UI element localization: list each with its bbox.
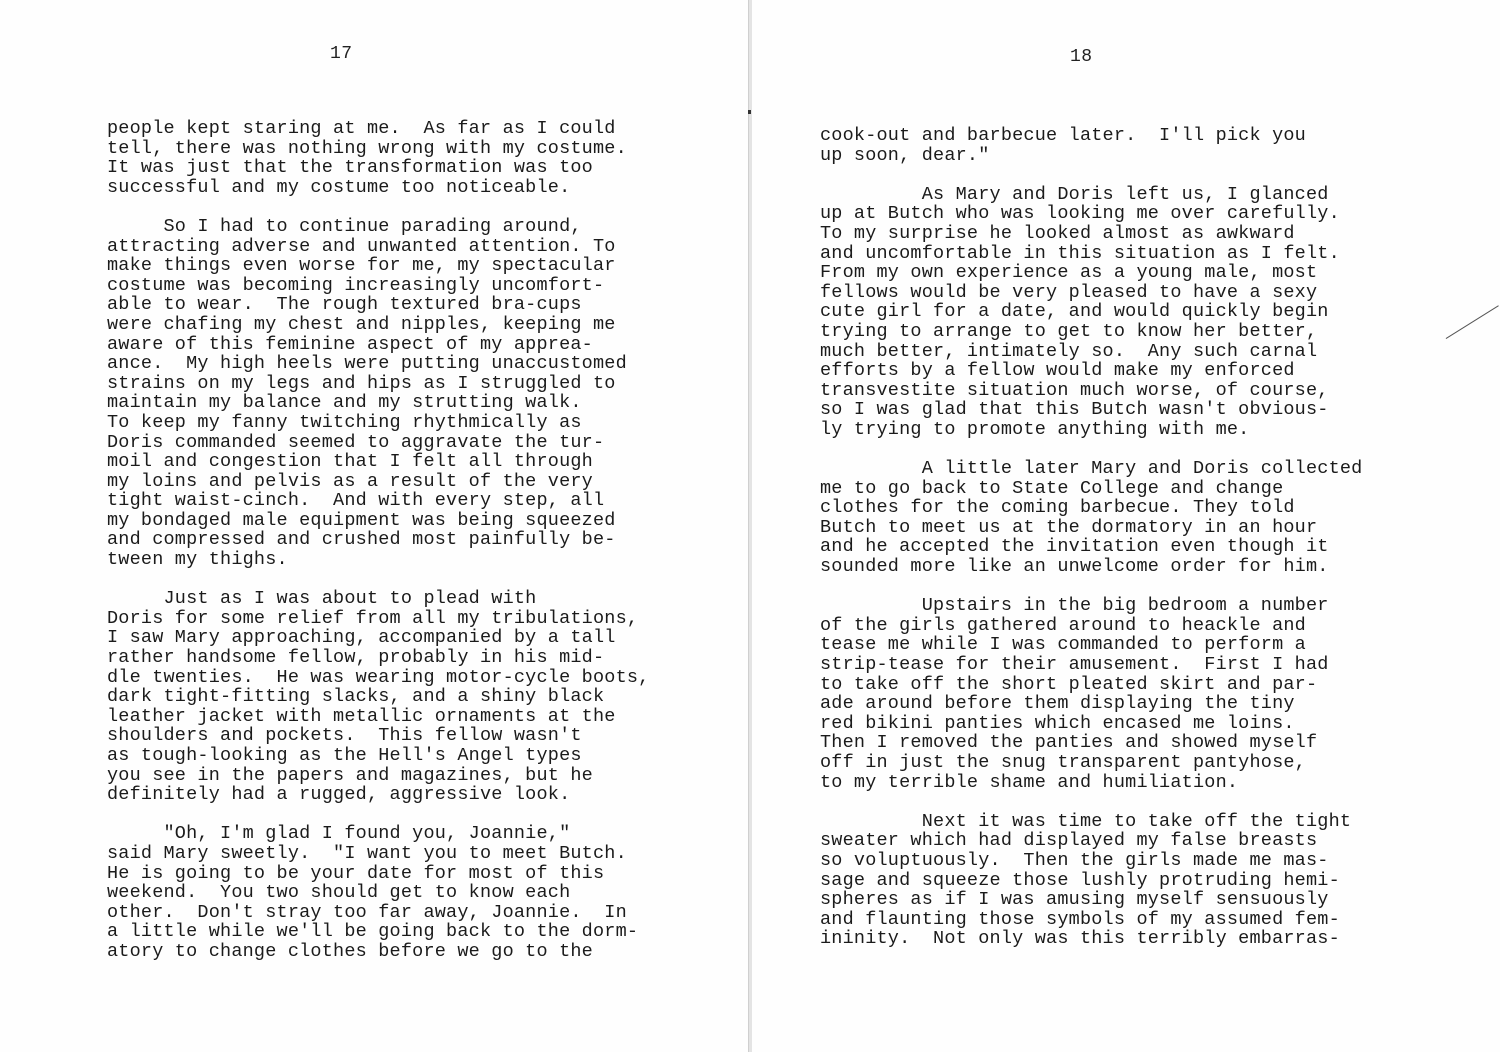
text-line: As Mary and Doris left us, I glanced — [820, 183, 1329, 205]
text-line: ance. My high heels were putting unaccustomed — [107, 353, 627, 375]
text-line: So I had to continue parading around, — [107, 215, 582, 237]
text-line: strip-tease for their amusement. First I had — [820, 654, 1329, 676]
text-line: definitely had a rugged, aggressive look. — [107, 784, 571, 806]
text-line: Doris for some relief from all my tribulations, — [107, 607, 639, 629]
text-line: Then I removed the panties and showed myself — [820, 732, 1318, 754]
right-page — [752, 0, 1500, 1052]
text-line: Just as I was about to plead with — [107, 588, 537, 610]
text-line: as tough-looking as the Hell's Angel types — [107, 745, 582, 766]
text-line: me to go back to State College and change — [820, 477, 1284, 499]
text-line: and flaunting those symbols of my assumed fem- — [820, 908, 1340, 930]
text-line: red bikini panties which encased me loins. — [820, 712, 1295, 734]
text-line: so voluptuously. Then the girls made me mas- — [820, 849, 1329, 871]
page-number-left: 17 — [330, 44, 353, 64]
text-line: weekend. You two should get to know each — [107, 882, 571, 904]
text-line: sweater which had displayed my false breasts — [820, 830, 1318, 852]
text-line: so I was glad that this Butch wasn't obvious- — [820, 399, 1329, 421]
text-line: a little while we'll be going back to the dorm- — [107, 921, 639, 943]
text-line: sounded more like an unwelcome order for him. — [820, 556, 1329, 578]
text-line: up soon, dear." — [820, 144, 990, 166]
text-line: to my terrible shame and humiliation. — [820, 771, 1239, 793]
text-line: maintain my balance and my strutting walk. — [107, 392, 582, 414]
text-line: ade around before them displaying the tiny — [820, 693, 1295, 715]
text-line: of the girls gathered around to heackle and — [820, 614, 1306, 636]
text-line: transvestite situation much worse, of course, — [820, 379, 1329, 401]
left-page-text — [107, 119, 727, 981]
text-line: Doris commanded seemed to aggravate the tur- — [107, 431, 605, 453]
text-line: strains on my legs and hips as I struggled to — [107, 372, 616, 394]
text-line: rather handsome fellow, probably in his mid- — [107, 647, 605, 669]
text-line: trying to arrange to get to know her better, — [820, 320, 1318, 342]
text-line: aware of this feminine aspect of my apprea- — [107, 333, 593, 355]
text-line: make things even worse for me, my spectacular — [107, 255, 616, 277]
text-line: "Oh, I'm glad I found you, Joannie," — [107, 823, 571, 845]
paragraph — [820, 126, 1480, 165]
text-line: sage and squeeze those lushly protruding hemi- — [820, 869, 1340, 891]
text-line: It was just that the transformation was too — [107, 157, 593, 179]
text-line: tween my thighs. — [107, 549, 288, 571]
text-line: cute girl for a date, and would quickly begin — [820, 301, 1329, 323]
text-line: my bondaged male equipment was being squeezed — [107, 509, 616, 531]
text-line: spheres as if I was amusing myself sensuously — [820, 889, 1329, 911]
text-line: up at Butch who was looking me over carefully. — [820, 203, 1340, 225]
text-line: people kept staring at me. As far as I could — [107, 118, 616, 139]
text-line: able to wear. The rough textured bra-cups — [107, 294, 582, 316]
text-line: said Mary sweetly. "I want you to meet Butch. — [107, 842, 627, 864]
text-line: attracting adverse and unwanted attention. To — [107, 235, 616, 257]
text-line: He is going to be your date for most of this — [107, 862, 605, 884]
paragraph — [820, 185, 1480, 440]
gutter-ink-dot — [748, 110, 751, 114]
text-line: Next it was time to take off the tight — [820, 810, 1352, 832]
text-line: moil and congestion that I felt all through — [107, 451, 593, 473]
text-line: other. Don't stray too far away, Joannie. In — [107, 901, 627, 923]
text-line: successful and my costume too noticeable. — [107, 176, 571, 198]
text-line: shoulders and pockets. This fellow wasn't — [107, 725, 582, 747]
text-line: tight waist-cinch. And with every step, all — [107, 490, 605, 512]
text-line: and uncomfortable in this situation as I felt. — [820, 242, 1340, 264]
page-number-right: 18 — [1070, 47, 1093, 67]
text-line: ininity. Not only was this terribly embarras- — [820, 928, 1340, 950]
text-line: to take off the short pleated skirt and par- — [820, 673, 1318, 695]
text-line: To keep my fanny twitching rhythmically as — [107, 411, 582, 433]
paragraph — [820, 812, 1480, 949]
text-line: much better, intimately so. Any such carnal — [820, 340, 1318, 362]
paragraph — [820, 596, 1480, 792]
paragraph — [107, 589, 727, 805]
text-line: To my surprise he looked almost as awkward — [820, 222, 1295, 244]
paragraph — [820, 459, 1480, 577]
paragraph — [107, 824, 727, 961]
text-line: Upstairs in the big bedroom a number — [820, 595, 1329, 617]
text-line: and he accepted the invitation even though it — [820, 536, 1329, 558]
text-line: costume was becoming increasingly uncomfort- — [107, 274, 605, 296]
text-line: leather jacket with metallic ornaments at the — [107, 705, 616, 727]
left-page — [0, 0, 748, 1052]
text-line: were chafing my chest and nipples, keeping me — [107, 313, 616, 335]
right-page-text — [820, 126, 1480, 969]
text-line: tease me while I was commanded to perform a — [820, 634, 1306, 656]
text-line: my loins and pelvis as a result of the very — [107, 470, 593, 492]
text-line: you see in the papers and magazines, but he — [107, 764, 593, 786]
text-line: fellows would be very pleased to have a sexy — [820, 281, 1318, 303]
text-line: atory to change clothes before we go to the — [107, 940, 593, 962]
text-line: cook-out and barbecue later. I'll pick you — [820, 125, 1306, 146]
paragraph — [107, 119, 727, 197]
text-line: off in just the snug transparent pantyhose, — [820, 752, 1306, 773]
text-line: tell, there was nothing wrong with my costume. — [107, 137, 627, 159]
text-line: A little later Mary and Doris collected — [820, 458, 1363, 480]
paragraph — [107, 217, 727, 570]
text-line: clothes for the coming barbecue. They told — [820, 497, 1295, 519]
text-line: dark tight-fitting slacks, and a shiny black — [107, 686, 605, 708]
text-line: dle twenties. He was wearing motor-cycle boots, — [107, 666, 650, 688]
text-line: and compressed and crushed most painfully be- — [107, 529, 616, 551]
text-line: Butch to meet us at the dormatory in an hour — [820, 516, 1318, 538]
text-line: efforts by a fellow would make my enforced — [820, 360, 1295, 382]
text-line: From my own experience as a young male, most — [820, 262, 1318, 284]
text-line: ly trying to promote anything with me. — [820, 418, 1250, 440]
text-line: I saw Mary approaching, accompanied by a tall — [107, 627, 616, 649]
